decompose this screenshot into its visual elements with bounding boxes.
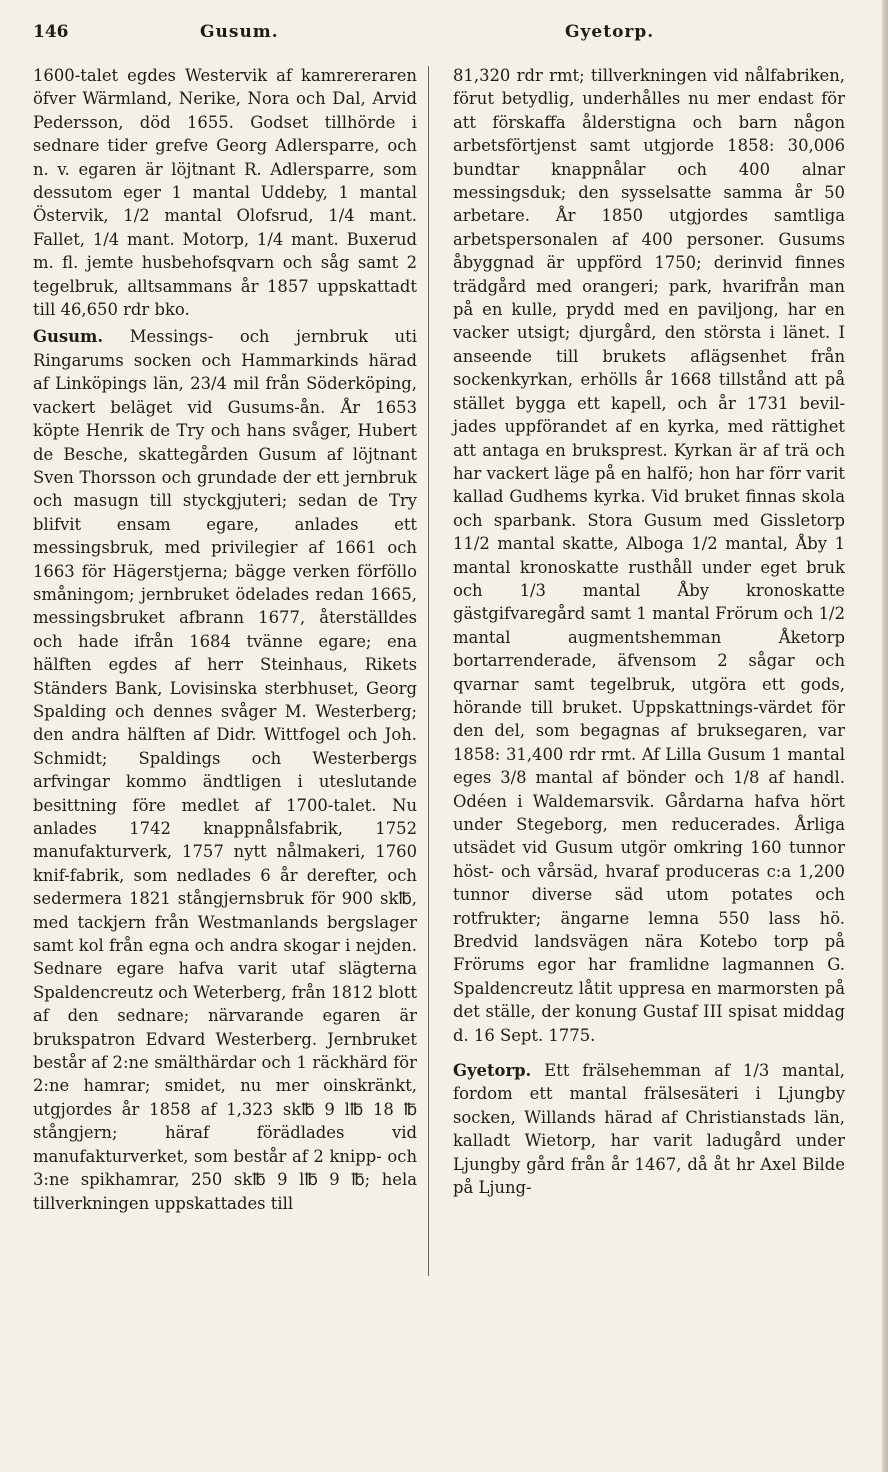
entry-heading-gyetorp: Gyetorp. — [453, 1061, 532, 1081]
left-column — [33, 64, 417, 1215]
right-running-title: Gyetorp. — [565, 22, 655, 42]
entry-heading-gusum: Gusum. — [33, 327, 104, 347]
right-column — [453, 64, 845, 1200]
entry-text-gusum: Messings- och jernbruk uti Ringarums socken och Hammarkinds härad af Linköpings län, 23/4 mil från Söderköping, vackert beläget vid Gusums-ån. År 1653 köpte Henrik de Try och hans svåger, Hubert de Besche, skattegården Gusum af löjtnant Sven Thorsson och grundade der ett jernbruk och masugn till styckgjuteri; sedan de Try blifvit ensam egare, anlades ett messingsbruk, med privilegier af 1661 och 1663 för Hägerstjerna; bägge verken förföllo småningom; jernbruket ödelades redan 1665, messingsbruket afbrann 1677, återställdes och hade ifrån 1684 tvänne egare; ena hälften egdes af herr Steinhaus, Rikets Ständers Bank, Lovisinska sterbhuset, Georg Spalding och dennes svåger M. Westerberg; den andra hälften af Didr. Wittfogel och Joh. Schmidt; Spaldings och Westerbergs arfvingar kommo ändtligen i uteslutande besittning före medlet af 1700-talet. Nu anlades 1742 knappnålsfabrik, 1752 manufakturverk, 1757 nytt nålmakeri, 1760 knif-fabrik, som nedlades 6 år derefter, och sedermera 1821 stångjernsbruk för 900 sk℔, med tackjern från Westmanlands bergslager samt kol från egna och andra skogar i nejden. Sednare egare hafva varit utaf slägterna Spaldencreutz och Weterberg, från 1812 blott af den sednare; närvarande egaren är brukspatron Edvard Westerberg. Jernbruket består af 2:ne smälthärdar och 1 räckhärd för 2:ne hamrar; smidet, nu mer oinskränkt, utgjordes år 1858 af 1,323 sk℔ 9 l℔ 18 ℔ stångjern; häraf förädlades vid manufakturverket, som består af 2 knipp- och 3:ne spikhamrar, 250 sk℔ 9 l℔ 9 ℔; hela tillverkningen uppskattades till — [33, 327, 417, 1213]
page-header — [0, 22, 888, 52]
page-number: 146 — [33, 22, 69, 42]
column-divider — [428, 66, 429, 1276]
left-running-title: Gusum. — [200, 22, 279, 42]
right-paragraph-2 — [453, 1059, 845, 1199]
left-paragraph-1: 1600-talet egdes Westervik af kamrereraren öfver Wärmland, Nerike, Nora och Dal, Arvid Pedersson, död 1655. Godset tillhörde i sednare tider grefve Georg Adlersparre, och n. v. egaren är löjtnant R. Adlersparre, som dessutom eger 1 mantal Uddeby, 1 mantal Östervik, 1/2 mantal Olofsrud, 1/4 mant. Fallet, 1/4 mant. Motorp, 1/4 mant. Buxerud m. fl. jemte husbehofsqvarn och såg samt 2 tegelbruk, alltsammans år 1857 uppskattadt till 46,650 rdr bko. — [33, 66, 417, 320]
entry-text-gyetorp: Ett frälsehemman af 1/3 mantal, fordom ett mantal frälsesäteri i Ljungby socken, Willands härad af Christianstads län, kalladt Wietorp, har varit ladugård under Ljungby gård från år 1467, då åt hr Axel Bilde på Ljung- — [453, 1061, 845, 1198]
page-edge — [882, 0, 888, 1472]
right-paragraph-1: 81,320 rdr rmt; tillverkningen vid nålfabriken, förut betydlig, underhålles nu mer endast för att förskaffa ålderstigna och barn någon arbetsförtjenst samt utgjorde 1858: 30,006 bundtar knappnålar och 400 alnar messingsduk; den sysselsatte samma år 50 arbetare. År 1850 utgjordes samtliga arbetspersonalen af 400 personer. Gusums åbyggnad är uppförd 1750; derinvid finnes trädgård med orangeri; park, hvarifrån man på en kulle, prydd med en paviljong, har en vacker utsigt; djurgård, den största i länet. I anseende till brukets aflägsenhet från sockenkyrkan, erhölls år 1668 tillstånd att på stället bygga ett kapell, och år 1731 bevil-jades uppförandet af en kyrka, med rättighet att antaga en bruksprest. Kyrkan är af trä och har vackert läge på en halfö; hon har förr varit kallad Gudhems kyrka. Vid bruket finnas skola och sparbank. Stora Gusum med Gissletorp 11/2 mantal skatte, Alboga 1/2 mantal, Åby 1 mantal kronoskatte rusthåll under eget bruk och 1/3 mantal Åby kronoskatte gästgifvaregård samt 1 mantal Frörum och 1/2 mantal augmentshemman Åketorp bortarrenderade, äfvensom 2 sågar och qvarnar samt tegelbruk, utgöra ett gods, hörande till bruket. Uppskattnings-värdet för den del, som begagnas af bruksegaren, var 1858: 31,400 rdr rmt. Af Lilla Gusum 1 mantal eges 3/8 mantal af bönder och 1/8 af handl. Odéen i Waldemarsvik. Gårdarna hafva hört under Stegeborg, men reducerades. Årliga utsädet vid Gusum utgör omkring 160 tunnor höst- och vårsäd, hvaraf produceras c:a 1,200 tunnor diverse säd utom potates och rotfrukter; ängarne lemna 550 lass hö. Bredvid landsvägen nära Kotebo torp på Frörums egor har framlidne lagmannen G. Spaldencreutz låtit uppresa en marmorsten på det ställe, der konung Gustaf III spisat middag d. 16 Sept. 1775. — [453, 66, 845, 1045]
left-paragraph-2 — [33, 325, 417, 1214]
